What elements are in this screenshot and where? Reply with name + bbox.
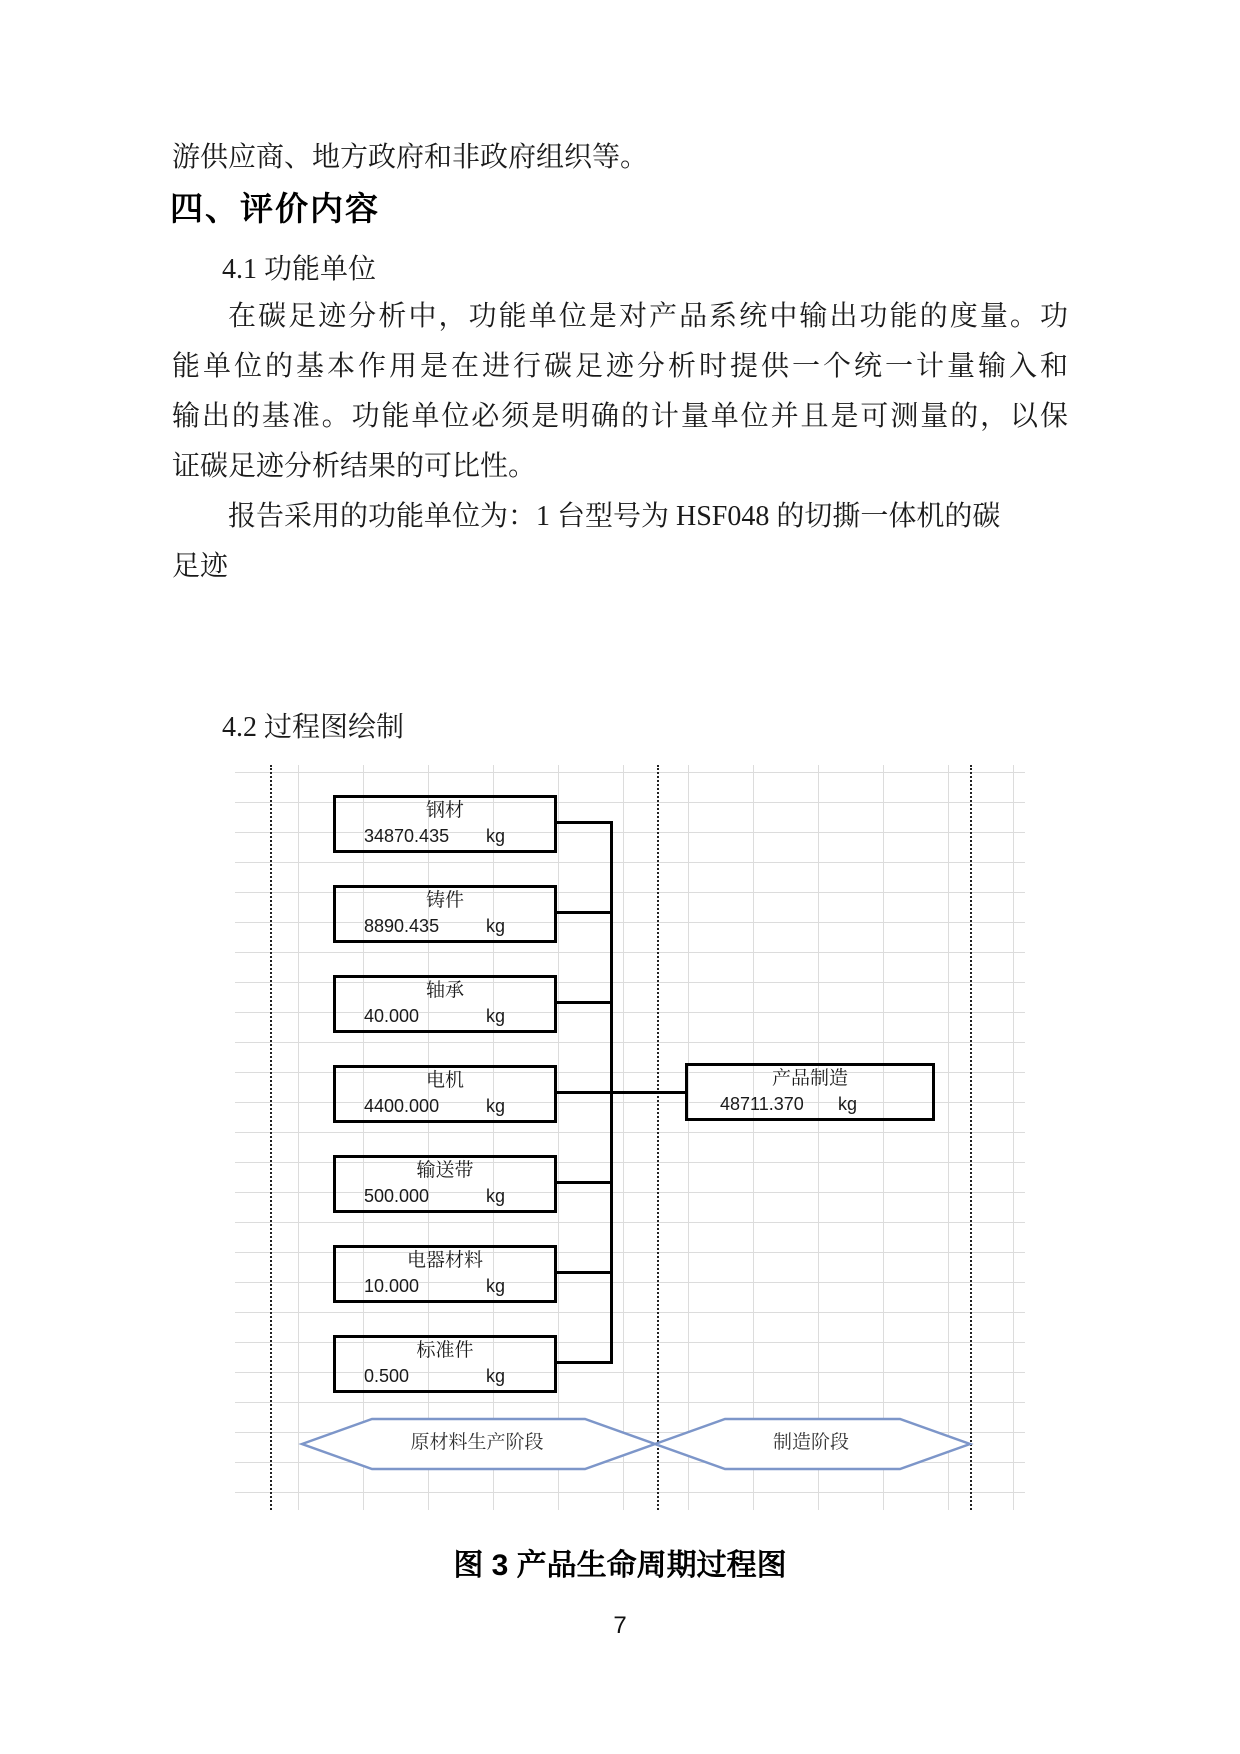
connector-belt	[555, 1181, 613, 1184]
dotted-boundary-middle	[657, 765, 659, 1510]
material-box-bearing	[333, 975, 557, 1033]
paragraph-report-unit	[172, 492, 1068, 592]
subsection-42-title: 4.2 过程图绘制	[222, 712, 405, 743]
material-amount: 8890.435	[364, 916, 440, 936]
process-box-manufacturing	[685, 1063, 935, 1121]
material-name: 标准件	[416, 1340, 474, 1361]
material-unit: kg	[486, 916, 506, 936]
stage-label-raw-materials: 原材料生产阶段	[410, 1432, 544, 1453]
material-amount: 34870.435	[364, 826, 450, 846]
paragraph-line: 证碳足迹分析结果的可比性。	[172, 451, 537, 482]
connector-trunk	[610, 821, 613, 1364]
connector-motor-to-manufacturing	[555, 1091, 685, 1094]
paragraph-line: 在碳足迹分析中，功能单位是对产品系统中输出功能的度量。功	[228, 301, 1068, 332]
page-number: 7	[613, 1612, 627, 1639]
dotted-boundary-right	[970, 765, 972, 1510]
material-name: 铸件	[425, 890, 464, 911]
material-box-steel	[333, 795, 557, 853]
section-heading: 四、评价内容	[170, 190, 380, 227]
paragraph-line: 报告采用的功能单位为：1 台型号为 HSF048 的切撕一体机的碳	[228, 501, 1001, 532]
paragraph-functional-unit	[172, 292, 1068, 492]
material-box-electric	[333, 1245, 557, 1303]
connector-electric	[555, 1271, 613, 1274]
process-unit: kg	[838, 1094, 858, 1114]
connector-casting	[555, 911, 613, 914]
subsection-41-title: 4.1 功能单位	[222, 254, 377, 285]
connector-steel	[555, 821, 613, 824]
dotted-boundary-left	[270, 765, 272, 1510]
process-diagram	[235, 765, 1025, 1510]
intro-line: 游供应商、地方政府和非政府组织等。	[172, 142, 649, 173]
material-box-motor	[333, 1065, 557, 1123]
material-name: 电机	[425, 1070, 464, 1091]
material-unit: kg	[486, 1276, 506, 1296]
material-name: 钢材	[425, 800, 464, 821]
connector-standard	[555, 1361, 613, 1364]
paragraph-line: 输出的基准。功能单位必须是明确的计量单位并且是可测量的，以保	[172, 401, 1068, 432]
material-box-standard	[333, 1335, 557, 1393]
process-name: 产品制造	[771, 1068, 848, 1089]
material-unit: kg	[486, 1006, 506, 1026]
material-name: 输送带	[416, 1160, 474, 1181]
material-amount: 10.000	[364, 1276, 420, 1296]
material-amount: 4400.000	[364, 1096, 440, 1116]
paragraph-line: 足迹	[172, 551, 229, 582]
material-box-belt	[333, 1155, 557, 1213]
material-unit: kg	[486, 1096, 506, 1116]
process-amount: 48711.370	[720, 1094, 804, 1114]
material-name: 轴承	[425, 980, 464, 1001]
material-amount: 40.000	[364, 1006, 420, 1026]
material-amount: 0.500	[364, 1366, 410, 1386]
material-name: 电器材料	[406, 1250, 483, 1271]
material-unit: kg	[486, 1186, 506, 1206]
material-unit: kg	[486, 826, 506, 846]
material-amount: 500.000	[364, 1186, 430, 1206]
paragraph-line: 能单位的基本作用是在进行碳足迹分析时提供一个统一计量输入和	[172, 351, 1068, 382]
stage-label-manufacturing: 制造阶段	[772, 1432, 849, 1453]
connector-bearing	[555, 1001, 613, 1004]
material-unit: kg	[486, 1366, 506, 1386]
material-box-casting	[333, 885, 557, 943]
figure-caption: 图 3 产品生命周期过程图	[453, 1549, 787, 1582]
